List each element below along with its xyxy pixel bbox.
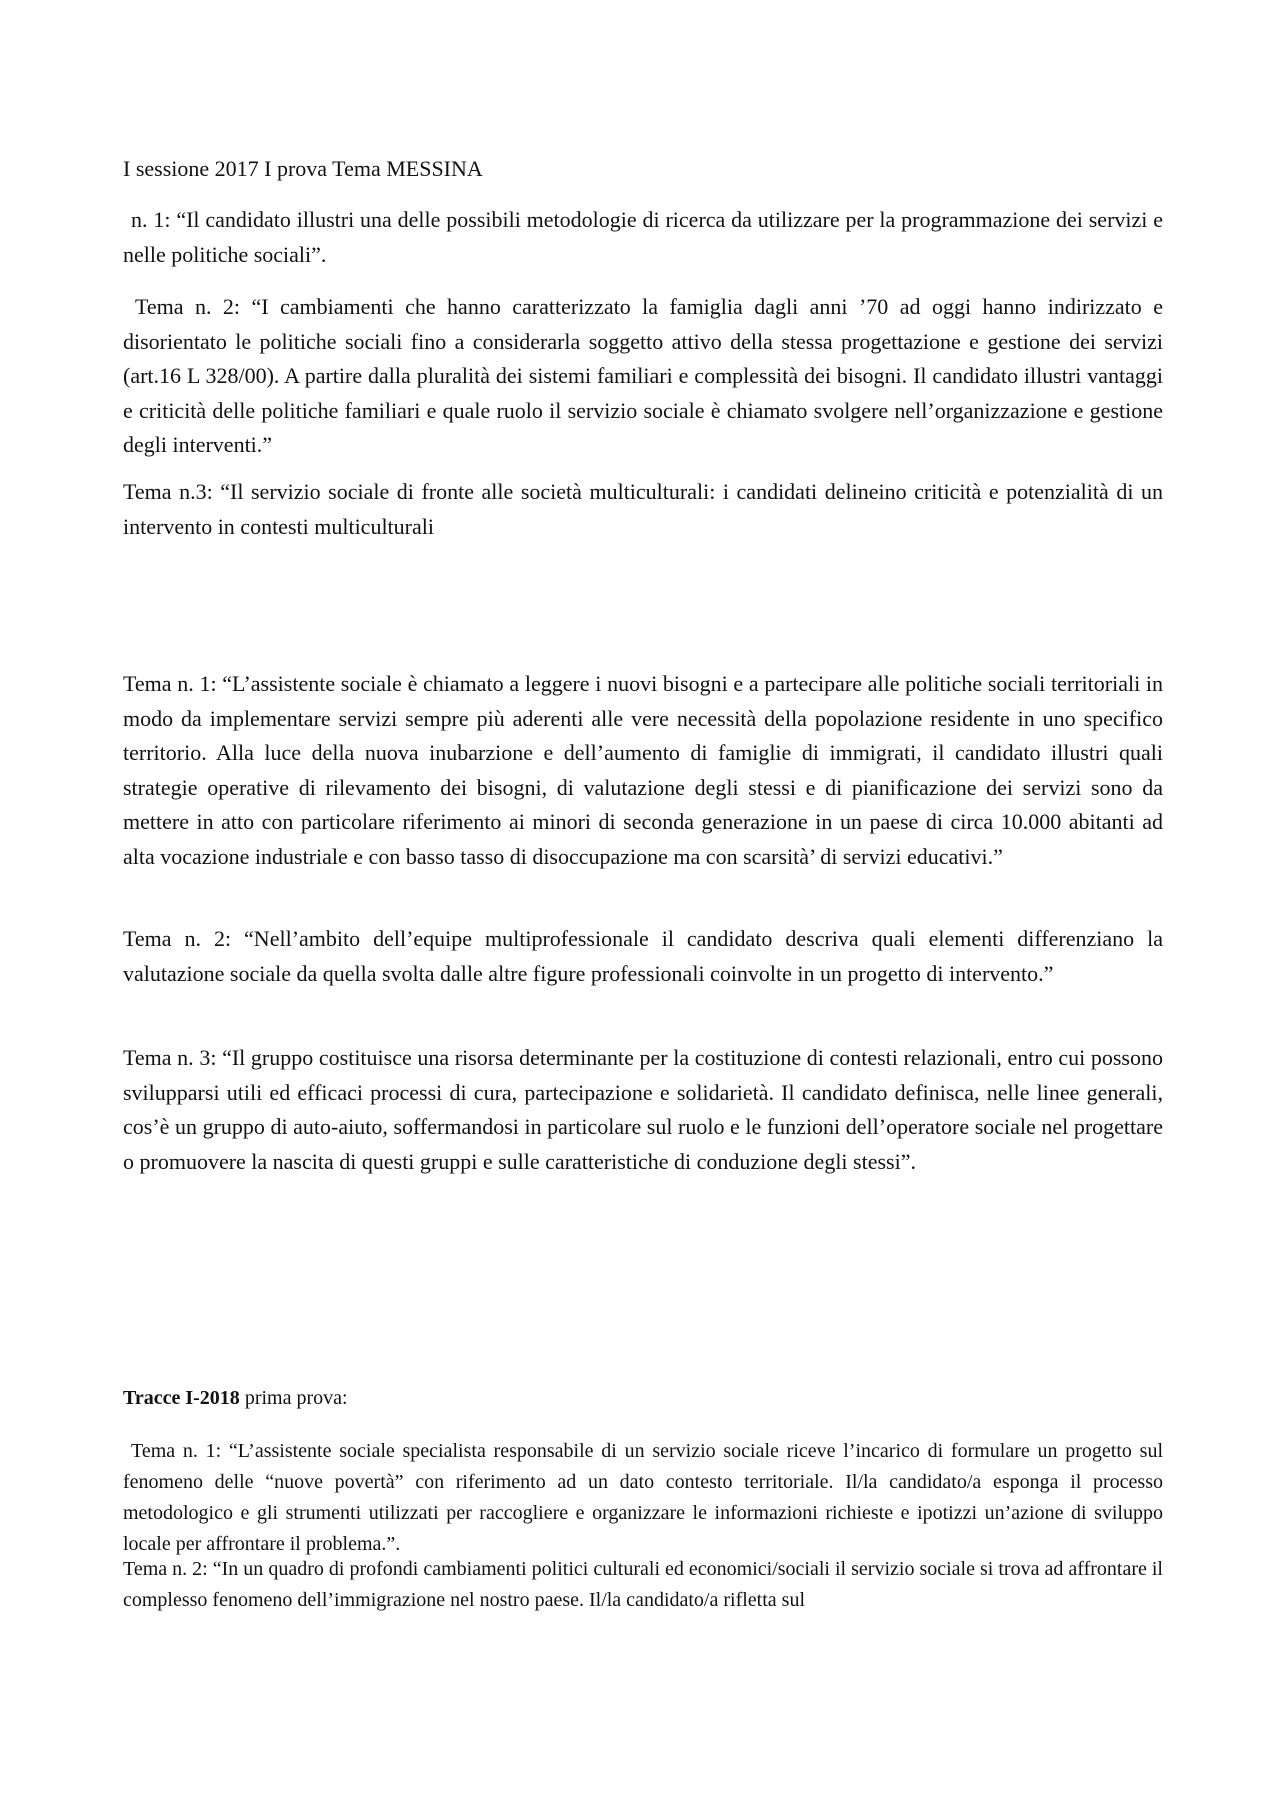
heading-2018-bold: Tracce I-2018 [123,1387,240,1409]
paragraph-2017-tema-3: Tema n.3: “Il servizio sociale di fronte alle società multiculturali: i candidati delineino criticità e potenzialità di un intervento in contesti multiculturali [123,479,1163,539]
paragraph-2017-tema-2: Tema n. 2: “I cambiamenti che hanno caratterizzato la famiglia dagli anni ’70 ad oggi hanno indirizzato e disorientato le politiche sociali fino a considerarla soggetto attivo della stessa progettazione e gestione dei servizi (art.16 L 328/00). A partire dalla pluralità dei sistemi familiari e complessità dei bisogni. Il candidato illustri vantaggi e criticità delle politiche familiari e quale ruolo il servizio sociale è chiamato svolgere nell’organizzazione e gestione degli interventi.” [123,294,1163,457]
paragraph-2017-tema-1: n. 1: “Il candidato illustri una delle possibili metodologie di ricerca da utilizzare per la programmazione dei servizi e nelle politiche sociali”. [123,207,1163,267]
paragraph-2018-tema-2: Tema n. 2: “In un quadro di profondi cambiamenti politici culturali ed economici/sociali il servizio sociale si trova ad affrontare il complesso fenomeno dell’immigrazione nel nostro paese. Il/la candidato/a rifletta sul [123,1558,1163,1611]
paragraph-tema-b-1: Tema n. 1: “L’assistente sociale è chiamato a leggere i nuovi bisogni e a partecipare alle politiche sociali territoriali in modo da implementare servizi sempre più aderenti alle vere necessità della popolazione residente in uno specifico territorio. Alla luce della nuova inubarzione e dell’aumento di famiglie di immigrati, il candidato illustri quali strategie operative di rilevamento dei bisogni, di valutazione degli stessi e di pianificazione dei servizi sono da mettere in atto con particolare riferimento ai minori di seconda generazione in un paese di circa 10.000 abitanti ad alta vocazione industriale e con basso tasso di disoccupazione ma con scarsità’ di servizi educativi.” [123,671,1163,869]
heading-2018-rest: prima prova: [239,1387,348,1409]
heading-2018 [123,1383,1163,1414]
heading-2017-session: I sessione 2017 I prova Tema MESSINA [123,156,483,181]
paragraph-2018-tema-1: Tema n. 1: “L’assistente sociale specialista responsabile di un servizio sociale riceve l’incarico di formulare un progetto sul fenomeno delle “nuove povertà” con riferimento ad un dato contesto territoriale. Il/la candidato/a esponga il processo metodologico e gli strumenti utilizzati per raccogliere e organizzare le informazioni richieste e ipotizzi un’azione di sviluppo locale per affrontare il problema.”. [123,1440,1163,1555]
paragraph-tema-b-3: Tema n. 3: “Il gruppo costituisce una risorsa determinante per la costituzione di contesti relazionali, entro cui possono svilupparsi utili ed efficaci processi di cura, partecipazione e solidarietà. Il candidato definisca, nelle linee generali, cos’è un gruppo di auto-aiuto, soffermandosi in particolare sul ruolo e le funzioni dell’operatore sociale nel progettare o promuovere la nascita di questi gruppi e sulle caratteristiche di conduzione degli stessi”. [123,1045,1163,1174]
paragraph-tema-b-2: Tema n. 2: “Nell’ambito dell’equipe multiprofessionale il candidato descriva quali elementi differenziano la valutazione sociale da quella svolta dalle altre figure professionali coinvolte in un progetto di intervento.” [123,926,1163,986]
